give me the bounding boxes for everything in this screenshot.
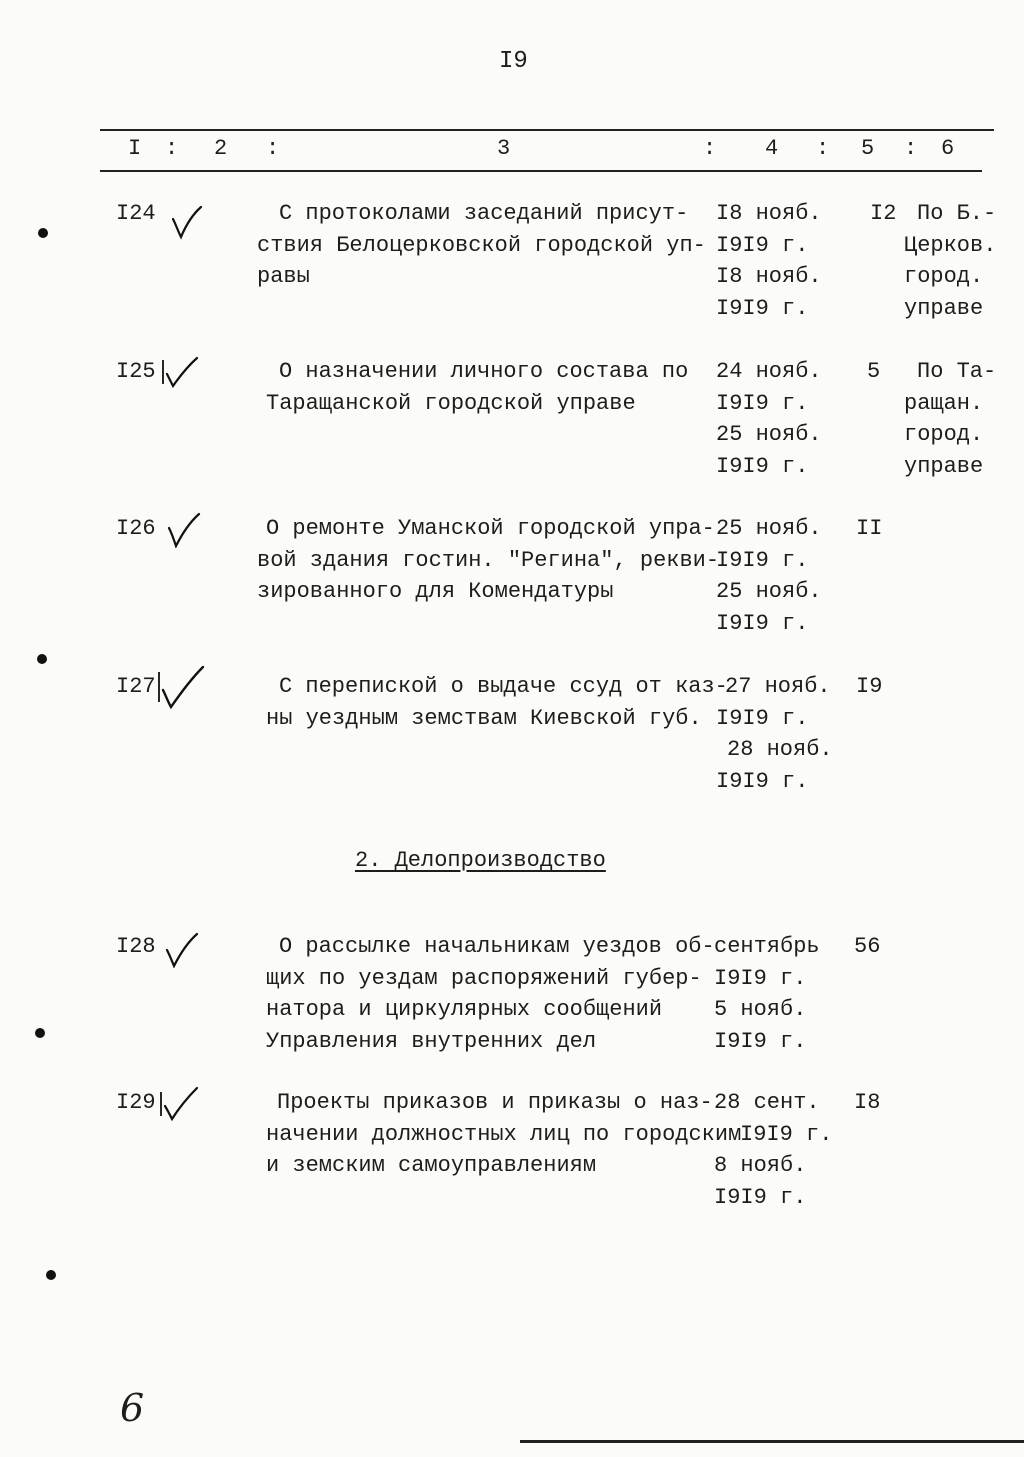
entry-dates: 27 нояб. I9I9 г. 28 нояб. I9I9 г. <box>716 674 833 794</box>
entry-description: О назначении личного состава по Таращанской городской управе <box>266 359 689 416</box>
entry-sheets: I8 <box>854 1090 881 1115</box>
entry-description: О ремонте Уманской городской упра- вой здания гостин. "Регина", рекви- зированного для Комендатуры <box>257 516 720 604</box>
bottom-rule <box>520 1440 1024 1443</box>
col-3-label: 3 <box>497 136 511 161</box>
section-title: 2. Делопроизводство <box>355 848 606 873</box>
checkmark-icon <box>160 356 200 390</box>
entry-number: I28 <box>116 934 156 959</box>
col-6-label: 6 <box>941 136 955 161</box>
checkmark-icon <box>158 1086 200 1122</box>
entry-description: О рассылке начальникам уездов об- щих по уездам распоряжений губер- натора и циркулярных сообщений Управления внутренних дел <box>266 934 715 1054</box>
col-separator: : <box>703 136 717 161</box>
entry-sheets: 5 <box>867 359 881 384</box>
entry-description: Проекты приказов и приказы о наз- начении должностных лиц по городским и земским самоуправлениям <box>266 1090 742 1178</box>
entry-number: I29 <box>116 1090 156 1115</box>
entry-dates: 25 нояб. I9I9 г. 25 нояб. I9I9 г. <box>716 516 822 636</box>
header-bottom-rule <box>100 170 982 172</box>
col-separator: : <box>904 136 918 161</box>
entry-description: С протоколами заседаний присут- ствия Белоцерковской городской уп- равы <box>257 201 706 289</box>
punch-hole <box>37 654 47 664</box>
col-separator: : <box>165 136 179 161</box>
entry-dates: сентябрь I9I9 г. 5 нояб. I9I9 г. <box>714 934 820 1054</box>
entry-dates: 28 сент. I9I9 г. 8 нояб. I9I9 г. <box>714 1090 833 1210</box>
entry-sheets: II <box>856 516 883 541</box>
entry-sheets: I9 <box>856 674 883 699</box>
header-top-rule <box>100 129 994 131</box>
checkmark-icon <box>170 205 204 241</box>
entry-note: По Б.- Церков. город. управе <box>904 201 997 321</box>
checkmark-icon <box>164 932 200 968</box>
col-4-label: 4 <box>765 136 779 161</box>
punch-hole <box>46 1270 56 1280</box>
entry-note: По Та- ращан. город. управе <box>904 359 997 479</box>
entry-number: I24 <box>116 201 156 226</box>
col-2-label: 2 <box>214 136 228 161</box>
col-5-label: 5 <box>861 136 875 161</box>
entry-sheets: I2 <box>870 201 897 226</box>
entry-dates: 24 нояб. I9I9 г. 25 нояб. I9I9 г. <box>716 359 822 479</box>
entry-number: I26 <box>116 516 156 541</box>
col-1-label: I <box>128 136 142 161</box>
col-separator: : <box>266 136 280 161</box>
entry-description: С перепиской о выдаче ссуд от каз- ны уездным земствам Киевской губ. <box>266 674 728 731</box>
checkmark-icon <box>156 664 206 710</box>
entry-number: I27 <box>116 674 156 699</box>
checkmark-icon <box>166 512 202 548</box>
col-separator: : <box>816 136 830 161</box>
entry-number: I25 <box>116 359 156 384</box>
entry-dates: I8 нояб. I9I9 г. I8 нояб. I9I9 г. <box>716 201 822 321</box>
entry-sheets: 56 <box>854 934 881 959</box>
page-number: I9 <box>499 48 528 75</box>
punch-hole <box>35 1028 45 1038</box>
handwritten-number: 6 <box>120 1386 145 1430</box>
punch-hole <box>38 228 48 238</box>
